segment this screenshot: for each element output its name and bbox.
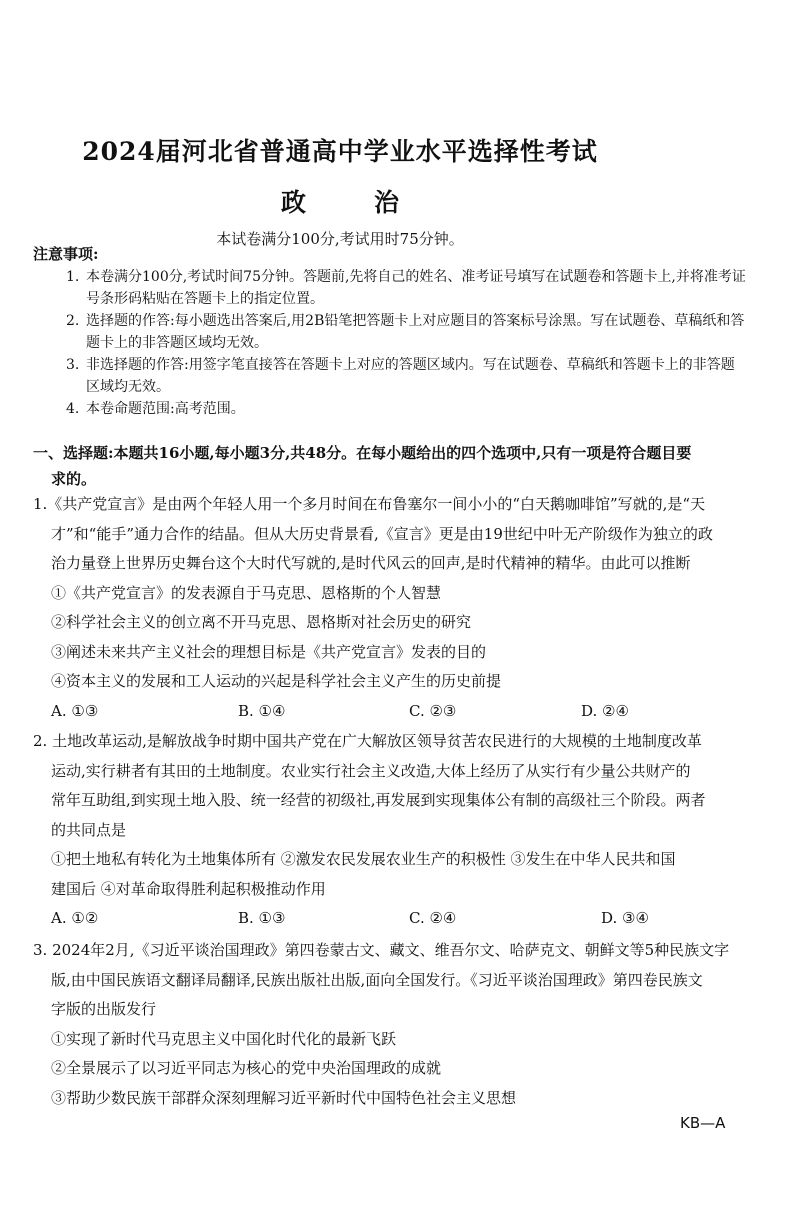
question-line: 常年互助组,到实现土地入股、统一经营的初级社,再发展到实现集体公有制的高级社三个阶段。两者	[51, 791, 706, 809]
notice-num: 1.	[66, 269, 80, 285]
question-line: 3. 2024年2月,《习近平谈治国理政》第四卷蒙古文、藏文、维吾尔文、哈萨克文、朝鲜文等5种民族文字	[33, 941, 730, 959]
statement-option: ③帮助少数民族干部群众深刻理解习近平新时代中国特色社会主义思想	[51, 1088, 517, 1107]
page-footer-code: KB—A	[680, 1114, 726, 1132]
choice-a[interactable]: A. ①②	[51, 909, 99, 927]
statement-option: ①实现了新时代马克思主义中国化时代化的最新飞跃	[51, 1029, 397, 1048]
statement-option: ①把土地私有转化为土地集体所有 ②激发农民发展农业生产的积极性 ③发生在中华人民共和国	[51, 850, 676, 868]
exam-info: 本试卷满分100分,考试用时75分钟。	[216, 230, 464, 248]
notice-num: 3.	[66, 357, 80, 373]
choice-b[interactable]: B. ①④	[238, 701, 286, 720]
notice-text: 选择题的作答:每小题选出答案后,用2B铅笔把答题卡上对应题目的答案标号涂黑。写在试题卷、草稿纸和答题卡上的非答题区域均无效。	[86, 313, 745, 351]
statement-option: ③阐述未来共产主义社会的理想目标是《共产党宣言》发表的目的	[51, 642, 487, 661]
question-3	[33, 936, 773, 1113]
answer-choices	[33, 904, 773, 934]
statement-option: ②科学社会主义的创立离不开马克思、恩格斯对社会历史的研究	[51, 613, 472, 631]
statement-option: ②全景展示了以习近平同志为核心的党中央治国理政的成就	[51, 1059, 442, 1077]
choice-c[interactable]: C. ②③	[409, 701, 457, 720]
notice-item	[66, 354, 746, 398]
question-line: 治力量登上世界历史舞台这个大时代写就的,是时代风云的回声,是时代精神的精华。由此可以推断	[51, 554, 691, 572]
notice-text: 本卷命题范围:高考范围。	[86, 401, 245, 417]
question-1	[33, 490, 773, 726]
choice-c[interactable]: C. ②④	[409, 909, 457, 927]
choice-a[interactable]: A. ①③	[51, 701, 99, 720]
subject-title	[0, 183, 680, 219]
notice-text: 非选择题的作答:用签字笔直接答在答题卡上对应的答题区域内。写在试题卷、草稿纸和答题卡上的非答题区域均无效。	[86, 357, 735, 395]
notice-item	[66, 266, 746, 310]
notice-text: 本卷满分100分,考试时间75分钟。答题前,先将自己的姓名、准考证号填写在试题卷和答题卡上,并将准考证号条形码粘贴在答题卡上的指定位置。	[86, 269, 746, 307]
question-line: 运动,实行耕者有其田的土地制度。农业实行社会主义改造,大体上经历了从实行有少量公共财产的	[51, 761, 691, 780]
question-2	[33, 727, 773, 934]
section-heading	[33, 440, 763, 492]
question-line: 1.《共产党宣言》是由两个年轻人用一个多月时间在布鲁塞尔一间小小的“白天鹅咖啡馆”写就的,是“天	[33, 495, 706, 513]
question-line: 才”和“能手”通力合作的结晶。但从大历史背景看,《宣言》更是由19世纪中叶无产阶级作为独立的政	[51, 524, 713, 543]
question-line: 字版的出版发行	[51, 1000, 157, 1018]
answer-choices	[33, 697, 773, 727]
notice-heading: 注意事项:	[33, 245, 99, 263]
subject-char-2: 治	[374, 188, 400, 217]
question-line: 的共同点是	[51, 820, 127, 839]
question-line: 2. 土地改革运动,是解放战争时期中国共产党在广大解放区领导贫苦农民进行的大规模的土地制度改革	[33, 732, 702, 750]
notice-item	[66, 398, 746, 420]
notice-item	[66, 310, 746, 354]
notice-num: 2.	[66, 313, 80, 329]
choice-d[interactable]: D. ②④	[581, 701, 629, 720]
section-line: 一、选择题:本题共16小题,每小题3分,共48分。在每小题给出的四个选项中,只有一项是符合题目要	[33, 444, 692, 462]
section-line: 求的。	[51, 470, 97, 488]
subject-char-1: 政	[280, 188, 306, 217]
choice-d[interactable]: D. ③④	[601, 909, 649, 927]
notice-num: 4.	[66, 401, 80, 417]
statement-option: 建国后 ④对革命取得胜利起积极推动作用	[51, 879, 326, 898]
exam-title: 2024届河北省普通高中学业水平选择性考试	[82, 137, 598, 166]
statement-option: ④资本主义的发展和工人运动的兴起是科学社会主义产生的历史前提	[51, 672, 502, 690]
choice-b[interactable]: B. ①③	[238, 909, 286, 927]
question-line: 版,由中国民族语文翻译局翻译,民族出版社出版,面向全国发行。《习近平谈治国理政》第四卷民族文	[51, 970, 703, 989]
statement-option: ①《共产党宣言》的发表源自于马克思、恩格斯的个人智慧	[51, 583, 442, 602]
notice-list	[66, 266, 746, 420]
